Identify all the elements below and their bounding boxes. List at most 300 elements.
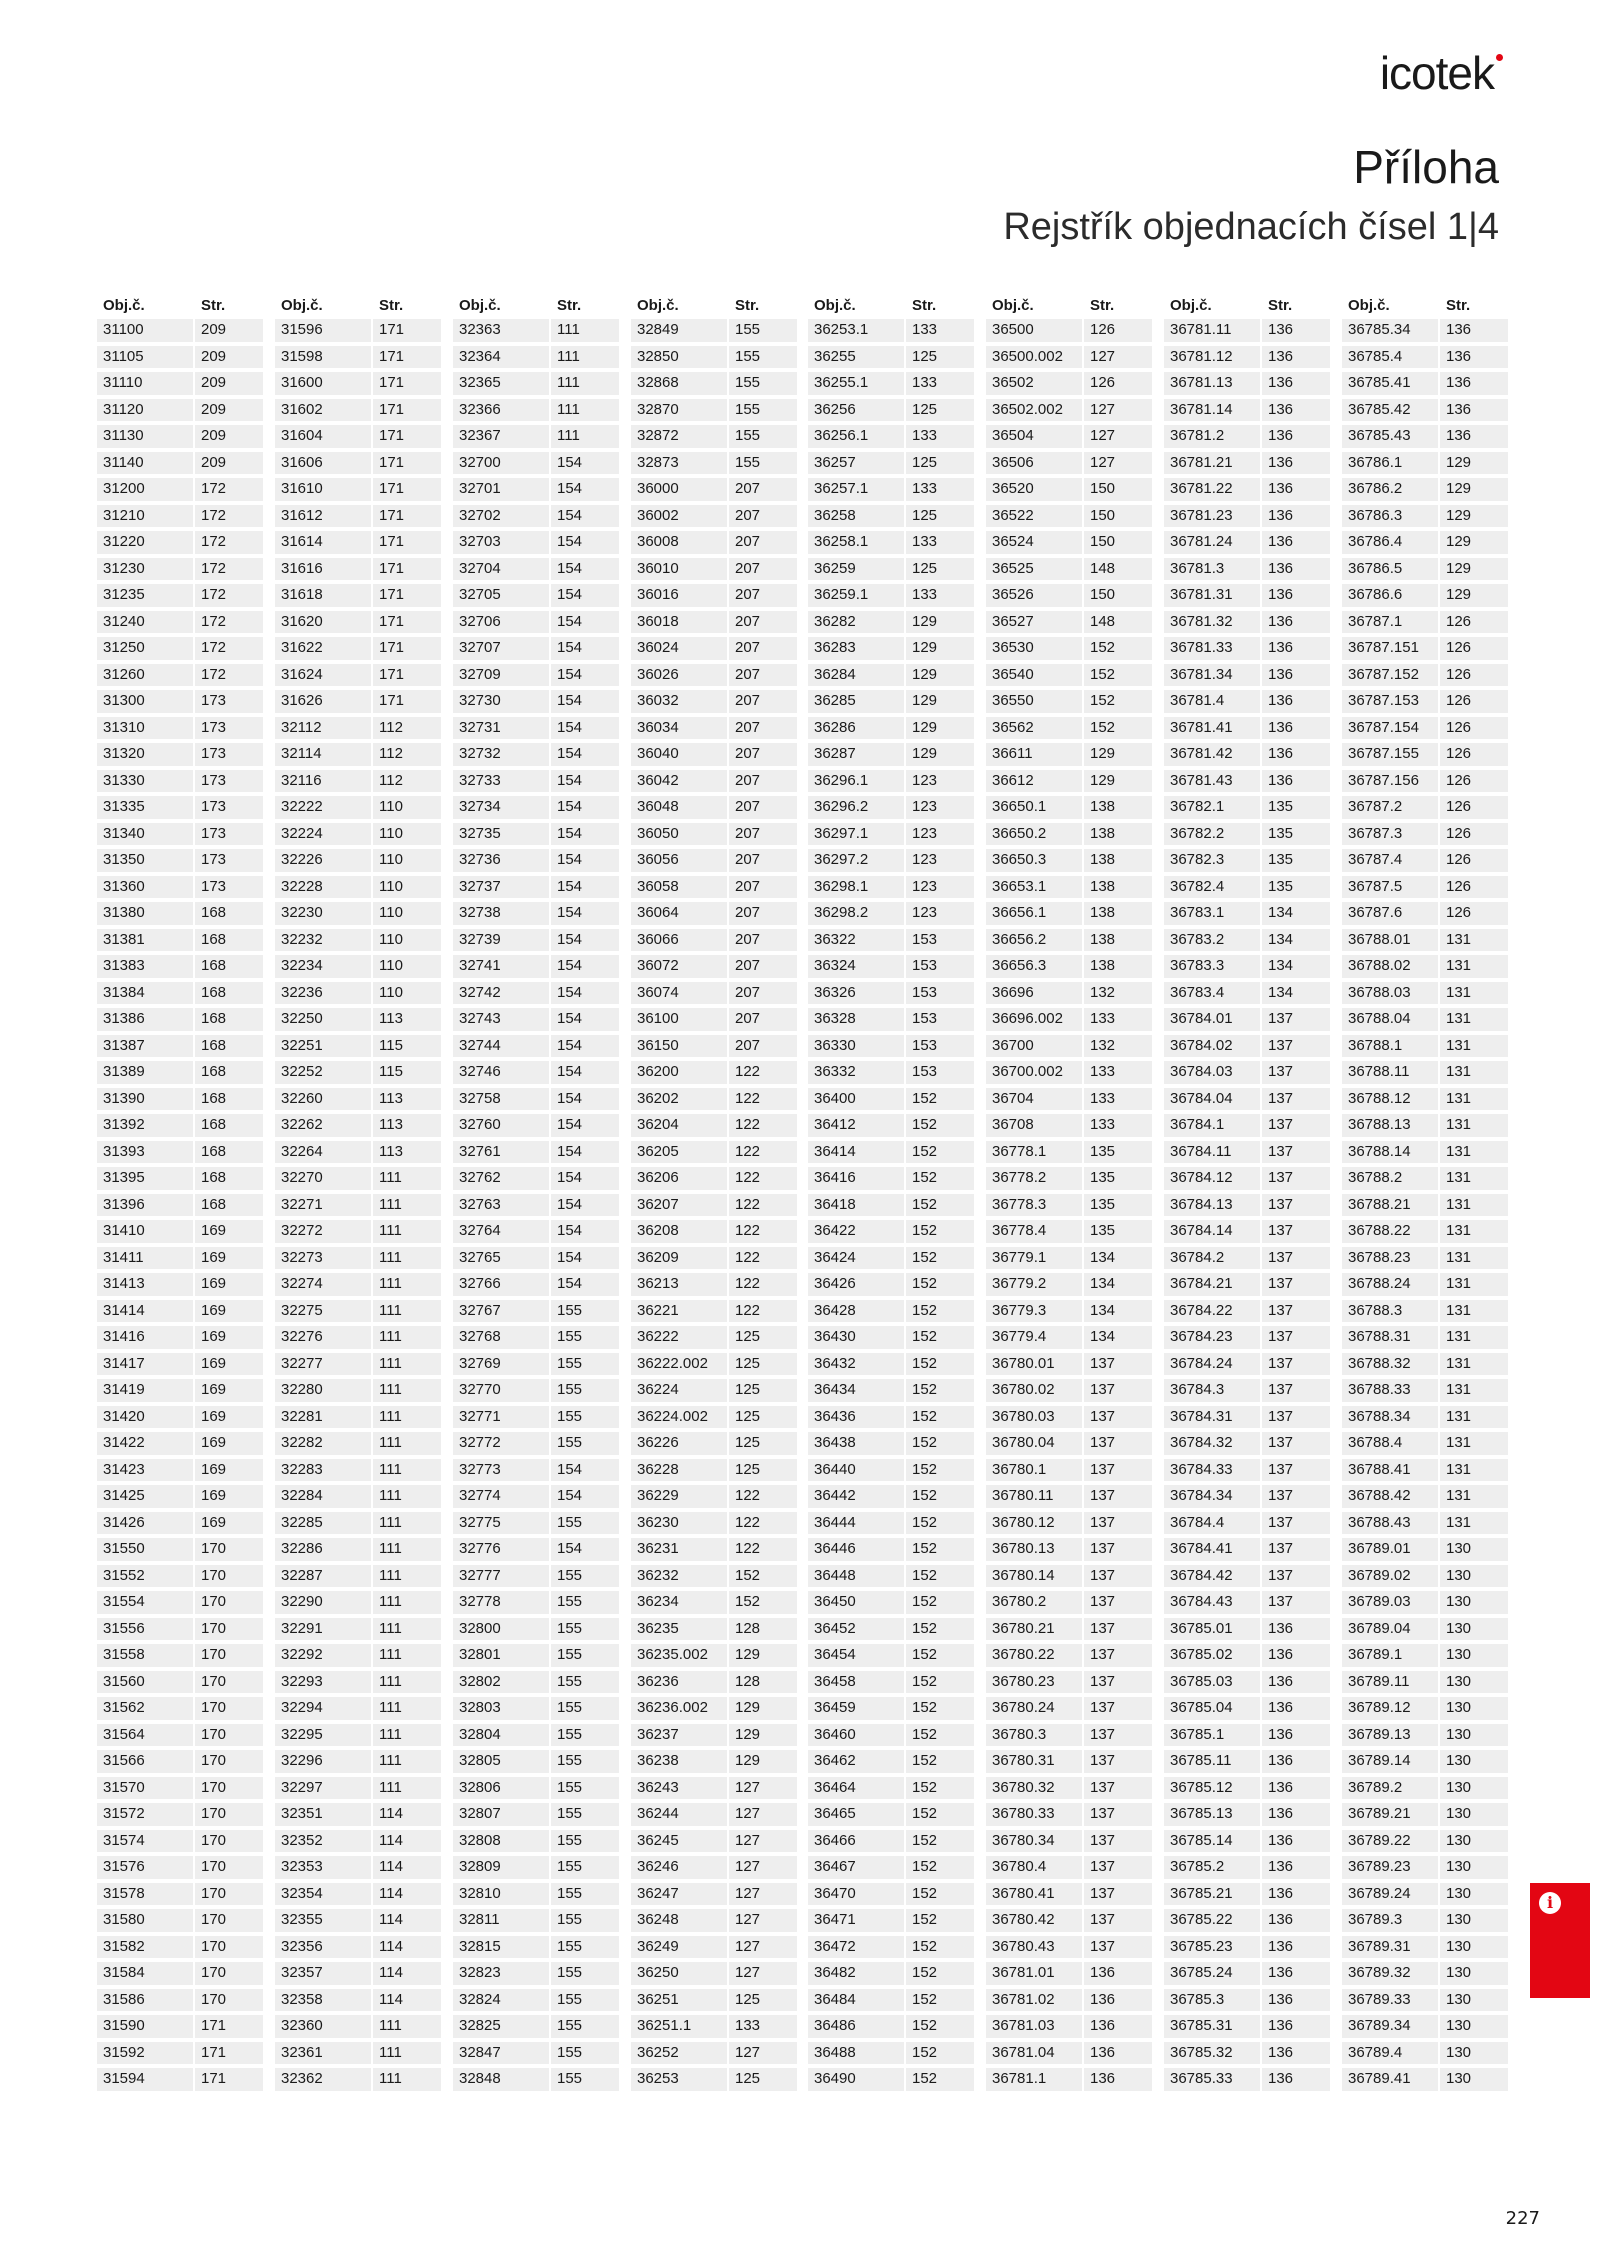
table-row [1342,1722,1508,1749]
page-ref-cell: 171 [373,452,441,475]
order-number-cell: 36787.3 [1342,823,1438,846]
order-number-cell: 36258.1 [808,531,904,554]
table-row [97,1616,263,1643]
order-number-cell: 31596 [275,319,371,342]
order-number-cell: 32283 [275,1459,371,1482]
table-row [97,927,263,954]
order-number-cell: 36464 [808,1777,904,1800]
page-ref-cell: 130 [1440,2015,1508,2038]
order-number-cell: 32764 [453,1220,549,1243]
order-number-cell: 36785.31 [1164,2015,1260,2038]
page-ref-cell: 111 [373,1512,441,1535]
table-row [631,1139,797,1166]
order-number-cell: 36502 [986,372,1082,395]
page-ref-cell: 150 [1084,531,1152,554]
table-row [1164,609,1330,636]
table-row [275,1430,441,1457]
table-row [453,1563,619,1590]
order-number-cell: 36002 [631,505,727,528]
page-ref-cell: 136 [1262,1856,1330,1879]
page-ref-cell: 152 [906,1644,974,1667]
table-row [275,1192,441,1219]
order-number-cell: 36258 [808,505,904,528]
table-row [97,1563,263,1590]
page-ref-cell: 155 [551,1883,619,1906]
order-number-cell: 36788.22 [1342,1220,1438,1243]
index-column [453,295,619,2093]
table-row [631,344,797,371]
order-number-cell: 31564 [97,1724,193,1747]
table-row [453,847,619,874]
page-ref-cell: 173 [195,743,263,766]
page-ref-cell: 138 [1084,876,1152,899]
info-side-tab[interactable] [1530,1883,1590,1998]
order-number-cell: 32352 [275,1830,371,1853]
page-ref-cell: 136 [1262,1909,1330,1932]
table-row [97,1881,263,1908]
page-ref-cell: 111 [373,1644,441,1667]
order-number-cell: 32355 [275,1909,371,1932]
page-ref-cell: 123 [906,902,974,925]
page-ref-cell: 126 [1440,902,1508,925]
page-ref-cell: 136 [1262,319,1330,342]
page-ref-cell: 152 [906,1379,974,1402]
page-ref-cell: 129 [906,743,974,766]
page-ref-cell: 209 [195,399,263,422]
page-ref-cell: 122 [729,1194,797,1217]
order-number-cell: 31210 [97,505,193,528]
table-row [986,1934,1152,1961]
page-ref-cell: 123 [906,796,974,819]
table-row [1164,423,1330,450]
table-row [97,1059,263,1086]
table-row [275,1006,441,1033]
page-ref-cell: 137 [1262,1088,1330,1111]
page-ref-cell: 170 [195,1856,263,1879]
order-number-cell: 36789.34 [1342,2015,1438,2038]
page-ref-cell: 155 [551,1989,619,2012]
page-ref-cell: 155 [551,1512,619,1535]
order-number-cell: 36789.04 [1342,1618,1438,1641]
order-number-cell: 36400 [808,1088,904,1111]
order-number-cell: 32700 [453,452,549,475]
order-number-cell: 36785.24 [1164,1962,1260,1985]
page-ref-cell: 111 [373,1697,441,1720]
page-ref-cell: 128 [729,1671,797,1694]
page-ref-cell: 129 [1084,743,1152,766]
order-number-cell: 36785.21 [1164,1883,1260,1906]
page-ref-cell: 130 [1440,1565,1508,1588]
page-ref-cell: 127 [1084,425,1152,448]
page-ref-cell: 125 [729,1406,797,1429]
order-number-cell: 31410 [97,1220,193,1243]
page-ref-cell: 136 [1262,637,1330,660]
order-number-cell: 36231 [631,1538,727,1561]
table-row [275,529,441,556]
page-ref-cell: 137 [1262,1035,1330,1058]
table-row [1164,1298,1330,1325]
order-number-cell: 32356 [275,1936,371,1959]
page-ref-cell: 138 [1084,955,1152,978]
table-row [1164,1642,1330,1669]
order-number-cell: 36700 [986,1035,1082,1058]
table-row [97,1324,263,1351]
table-row [631,609,797,636]
page-ref-cell: 150 [1084,478,1152,501]
page-ref-cell: 154 [551,452,619,475]
table-row [453,529,619,556]
order-number-cell: 36781.21 [1164,452,1260,475]
order-number-cell: 36221 [631,1300,727,1323]
table-row [97,1086,263,1113]
page-ref-cell: 172 [195,531,263,554]
order-number-cell: 36328 [808,1008,904,1031]
order-number-cell: 36034 [631,717,727,740]
table-row [1342,317,1508,344]
table-row [453,370,619,397]
order-number-cell: 32767 [453,1300,549,1323]
table-row [275,370,441,397]
page-ref-cell: 207 [729,611,797,634]
page-ref-cell: 111 [373,1485,441,1508]
order-number-cell: 32236 [275,982,371,1005]
order-number-cell: 36324 [808,955,904,978]
page-ref-cell: 168 [195,1194,263,1217]
order-number-cell: 36788.33 [1342,1379,1438,1402]
table-row [808,1165,974,1192]
table-row [808,874,974,901]
page-ref-cell: 137 [1262,1565,1330,1588]
table-row [808,1457,974,1484]
page-ref-cell: 152 [1084,664,1152,687]
table-row [986,529,1152,556]
table-row [453,317,619,344]
page-ref-cell: 137 [1262,1114,1330,1137]
table-row [97,1642,263,1669]
table-row [631,1934,797,1961]
header-str: Str. [379,297,404,314]
order-number-cell: 36040 [631,743,727,766]
table-row [1164,1033,1330,1060]
page-ref-cell: 155 [551,2068,619,2091]
order-number-cell: 36064 [631,902,727,925]
order-number-cell: 36784.01 [1164,1008,1260,1031]
order-number-cell: 36253.1 [808,319,904,342]
order-number-cell: 31335 [97,796,193,819]
order-number-cell: 31560 [97,1671,193,1694]
table-row [453,1006,619,1033]
header-str: Str. [912,297,937,314]
page-ref-cell: 155 [551,1856,619,1879]
order-number-cell: 36430 [808,1326,904,1349]
page-ref-cell: 131 [1440,1114,1508,1137]
table-row [631,1536,797,1563]
order-number-cell: 32367 [453,425,549,448]
table-row [986,688,1152,715]
order-number-cell: 32709 [453,664,549,687]
order-number-cell: 36229 [631,1485,727,1508]
order-number-cell: 36780.23 [986,1671,1082,1694]
order-number-cell: 36781.13 [1164,372,1260,395]
order-number-cell: 36788.24 [1342,1273,1438,1296]
page-ref-cell: 173 [195,770,263,793]
table-row [808,980,974,1007]
order-number-cell: 36785.11 [1164,1750,1260,1773]
page-ref-cell: 155 [551,1671,619,1694]
table-row [808,1934,974,1961]
page-ref-cell: 130 [1440,1856,1508,1879]
table-row [986,927,1152,954]
page-ref-cell: 152 [906,2015,974,2038]
table-row [1164,1271,1330,1298]
page-ref-cell: 154 [551,1141,619,1164]
page-ref-cell: 111 [373,1750,441,1773]
page-ref-cell: 154 [551,1008,619,1031]
page-ref-cell: 154 [551,982,619,1005]
page-ref-cell: 126 [1440,796,1508,819]
table-row [275,2013,441,2040]
table-row [986,2066,1152,2093]
page-ref-cell: 137 [1084,1697,1152,1720]
table-row [275,1059,441,1086]
page-ref-cell: 136 [1084,1989,1152,2012]
table-row [631,1430,797,1457]
page-ref-cell: 155 [729,452,797,475]
header-str: Str. [1446,297,1471,314]
order-number-cell: 36778.3 [986,1194,1082,1217]
table-row [97,953,263,980]
index-column [808,295,974,2093]
page-ref-cell: 136 [1262,372,1330,395]
page-ref-cell: 127 [729,1936,797,1959]
page-ref-cell: 207 [729,690,797,713]
order-number-cell: 36784.04 [1164,1088,1260,1111]
page-ref-cell: 154 [551,902,619,925]
page-ref-cell: 152 [906,1194,974,1217]
order-number-cell: 31602 [275,399,371,422]
page-ref-cell: 134 [1262,982,1330,1005]
index-column [1342,295,1508,2093]
table-row [808,344,974,371]
page-ref-cell: 154 [551,929,619,952]
order-number-cell: 32762 [453,1167,549,1190]
table-row [1164,688,1330,715]
table-row [808,1748,974,1775]
order-number-cell: 36326 [808,982,904,1005]
table-row [1164,1165,1330,1192]
order-number-cell: 36789.22 [1342,1830,1438,1853]
table-row [1164,741,1330,768]
order-number-cell: 31562 [97,1697,193,1720]
table-row [453,1536,619,1563]
page-ref-cell: 170 [195,1830,263,1853]
order-number-cell: 32353 [275,1856,371,1879]
order-number-cell: 36780.11 [986,1485,1082,1508]
table-row [1342,476,1508,503]
table-row [1164,1457,1330,1484]
table-row [986,1351,1152,1378]
table-row [275,1563,441,1590]
table-row [986,1987,1152,2014]
order-number-cell: 32358 [275,1989,371,2012]
table-row [808,1589,974,1616]
order-number-cell: 31389 [97,1061,193,1084]
table-row [1342,397,1508,424]
order-number-cell: 36786.1 [1342,452,1438,475]
page-ref-cell: 132 [1084,982,1152,1005]
table-row [986,1616,1152,1643]
table-row [808,609,974,636]
order-number-cell: 32734 [453,796,549,819]
page-ref-cell: 154 [551,558,619,581]
page-ref-cell: 136 [1440,319,1508,342]
order-number-cell: 36781.23 [1164,505,1260,528]
logo-accent-dot [1496,54,1503,61]
order-number-cell: 36780.03 [986,1406,1082,1429]
order-number-cell: 31626 [275,690,371,713]
order-number-cell: 31350 [97,849,193,872]
table-row [1164,370,1330,397]
page-ref-cell: 170 [195,1697,263,1720]
page-ref-cell: 136 [1262,452,1330,475]
page-ref-cell: 127 [1084,452,1152,475]
table-row [1164,1987,1330,2014]
page-ref-cell: 169 [195,1326,263,1349]
table-row [453,1616,619,1643]
page-ref-cell: 154 [551,611,619,634]
order-number-cell: 36779.3 [986,1300,1082,1323]
table-row [1342,1695,1508,1722]
order-number-cell: 36213 [631,1273,727,1296]
page-ref-cell: 126 [1084,372,1152,395]
page-ref-cell: 169 [195,1432,263,1455]
page-ref-cell: 131 [1440,1035,1508,1058]
page-ref-cell: 114 [373,1830,441,1853]
table-row [97,1934,263,1961]
table-row [275,635,441,662]
page-ref-cell: 133 [1084,1114,1152,1137]
page-ref-cell: 153 [906,955,974,978]
page-ref-cell: 154 [551,1114,619,1137]
page-ref-cell: 111 [373,1618,441,1641]
order-number-cell: 36784.41 [1164,1538,1260,1561]
order-number-cell: 36787.6 [1342,902,1438,925]
table-row [1164,874,1330,901]
table-row [1342,1271,1508,1298]
order-number-cell: 36785.13 [1164,1803,1260,1826]
page-ref-cell: 125 [729,1459,797,1482]
page-ref-cell: 153 [906,1035,974,1058]
order-number-cell: 36322 [808,929,904,952]
order-number-cell: 36789.03 [1342,1591,1438,1614]
table-row [986,1536,1152,1563]
table-row [453,423,619,450]
page-ref-cell: 171 [195,2042,263,2065]
page-ref-cell: 136 [1084,2042,1152,2065]
order-number-cell: 32228 [275,876,371,899]
table-row [808,635,974,662]
order-number-cell: 36296.2 [808,796,904,819]
order-number-cell: 31220 [97,531,193,554]
table-row [1164,1775,1330,1802]
table-row [1164,317,1330,344]
page-ref-cell: 129 [1440,452,1508,475]
order-number-cell: 31598 [275,346,371,369]
table-row [97,1218,263,1245]
page-ref-cell: 125 [729,1989,797,2012]
order-number-cell: 31584 [97,1962,193,1985]
table-row [1164,476,1330,503]
order-number-cell: 36416 [808,1167,904,1190]
page-ref-cell: 122 [729,1220,797,1243]
page-ref-cell: 122 [729,1061,797,1084]
order-number-cell: 32802 [453,1671,549,1694]
page-ref-cell: 137 [1262,1061,1330,1084]
table-row [1164,1960,1330,1987]
table-row [453,1510,619,1537]
order-number-cell: 36785.4 [1342,346,1438,369]
table-row [631,821,797,848]
order-number-cell: 32351 [275,1803,371,1826]
order-number-cell: 31590 [97,2015,193,2038]
page-ref-cell: 130 [1440,1936,1508,1959]
table-row [631,874,797,901]
page-ref-cell: 207 [729,929,797,952]
table-row [808,1404,974,1431]
page-ref-cell: 111 [373,2042,441,2065]
order-number-cell: 36448 [808,1565,904,1588]
table-row [1342,1165,1508,1192]
order-number-cell: 36781.34 [1164,664,1260,687]
page-ref-cell: 170 [195,1565,263,1588]
header-obj: Obj.č. [637,297,679,314]
page-ref-cell: 134 [1084,1273,1152,1296]
order-number-cell: 36781.03 [986,2015,1082,2038]
page-ref-cell: 155 [551,1830,619,1853]
page-ref-cell: 152 [906,2042,974,2065]
page-ref-cell: 168 [195,1035,263,1058]
order-number-cell: 36466 [808,1830,904,1853]
order-number-cell: 31260 [97,664,193,687]
order-number-cell: 31380 [97,902,193,925]
order-number-cell: 32738 [453,902,549,925]
page-ref-cell: 170 [195,1803,263,1826]
order-number-cell: 31416 [97,1326,193,1349]
header-obj: Obj.č. [992,297,1034,314]
order-number-cell: 36018 [631,611,727,634]
table-row [1342,953,1508,980]
order-number-cell: 32361 [275,2042,371,2065]
page-ref-cell: 137 [1084,1644,1152,1667]
table-row [631,794,797,821]
order-number-cell: 36780.34 [986,1830,1082,1853]
page-ref-cell: 137 [1084,1432,1152,1455]
page-ref-cell: 135 [1084,1167,1152,1190]
table-row [631,423,797,450]
order-number-cell: 36282 [808,611,904,634]
page-ref-cell: 172 [195,558,263,581]
order-number-cell: 32297 [275,1777,371,1800]
table-row [1342,2013,1508,2040]
table-row [631,1006,797,1033]
table-row [275,1828,441,1855]
page-ref-cell: 126 [1440,743,1508,766]
page-ref-cell: 154 [551,1035,619,1058]
page-ref-cell: 155 [551,1432,619,1455]
table-row [986,794,1152,821]
order-number-cell: 32705 [453,584,549,607]
order-number-cell: 32287 [275,1565,371,1588]
